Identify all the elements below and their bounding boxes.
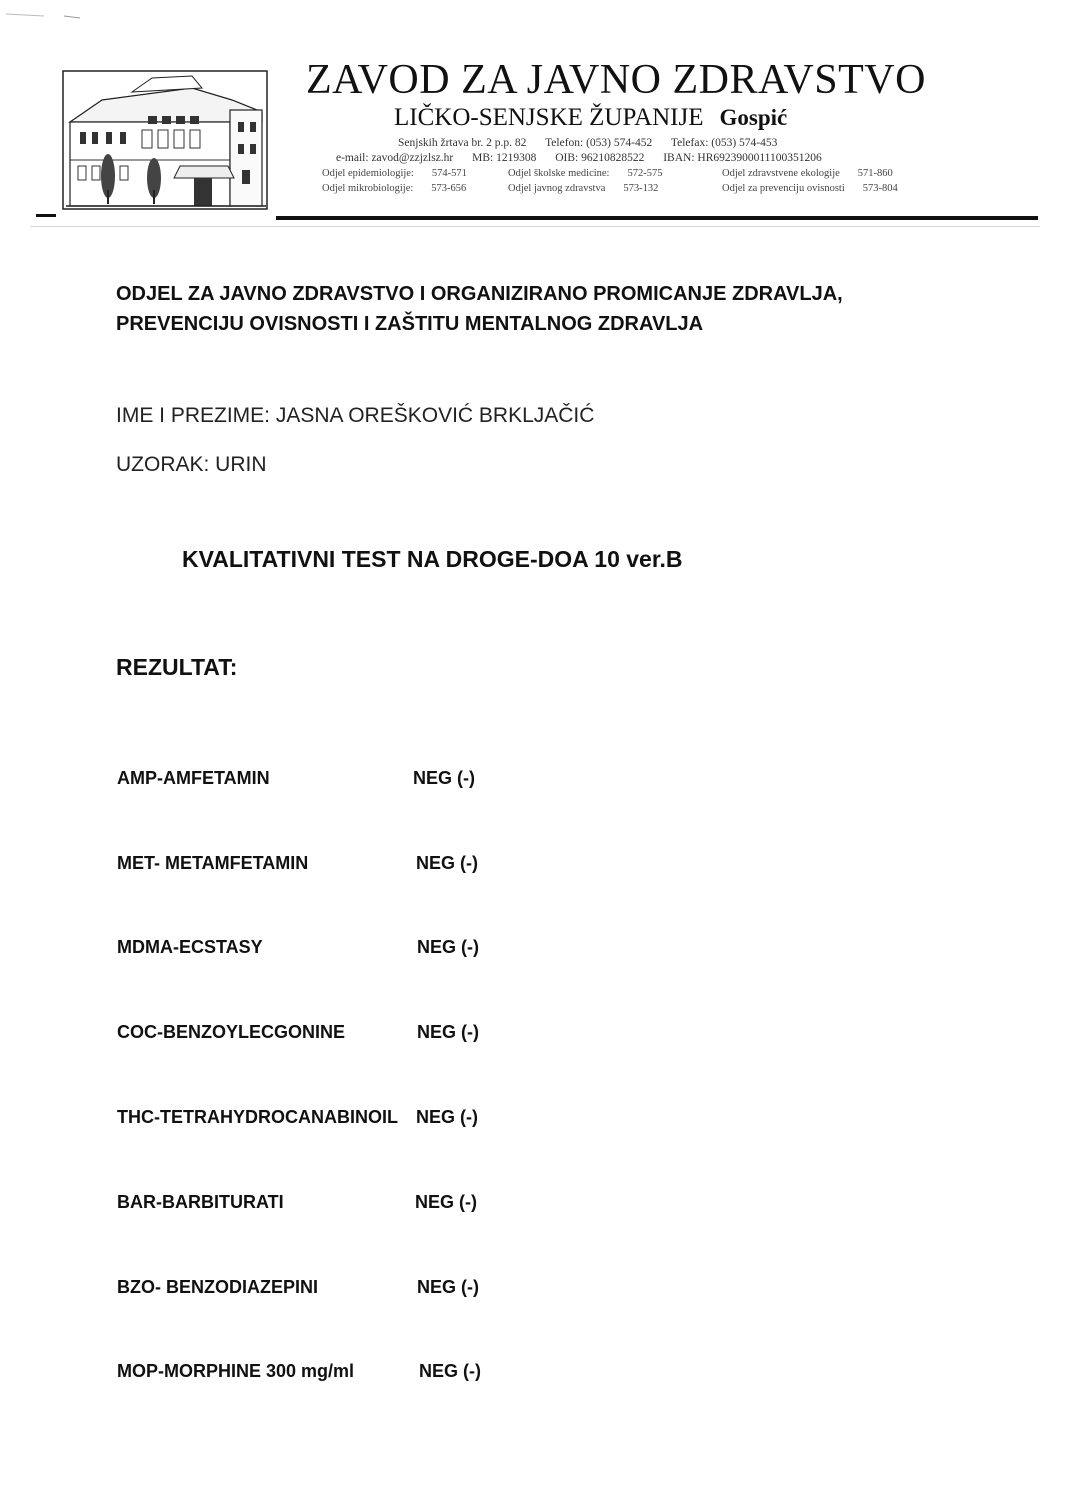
substance-name: BZO- BENZODIAZEPINI — [117, 1277, 318, 1297]
department-name: Odjel epidemiologije: — [322, 168, 414, 179]
city-name: Gospić — [719, 105, 788, 130]
result-value: NEG (-) — [417, 1277, 479, 1297]
result-row — [117, 768, 617, 794]
result-value: NEG (-) — [416, 853, 478, 873]
scan-artifact — [4, 4, 84, 22]
department-phone: 572-575 — [627, 168, 663, 179]
patient-name: IME I PREZIME: JASNA OREŠKOVIĆ BRKLJAČIĆ — [116, 404, 595, 427]
contact-line-2 — [336, 152, 838, 164]
header-rule — [276, 216, 1038, 220]
header-rule-faint — [30, 226, 1040, 227]
department-name: Odjel mikrobiologije: — [322, 183, 414, 194]
address: Senjskih žrtava br. 2 p.p. 82 — [398, 137, 527, 149]
oib-number: OIB: 96210828522 — [555, 152, 645, 164]
email: e-mail: zavod@zzjzlsz.hr — [336, 152, 454, 164]
result-value: NEG (-) — [413, 768, 475, 788]
mb-number: MB: 1219308 — [472, 152, 537, 164]
substance-name: COC-BENZOYLECGONINE — [117, 1022, 346, 1042]
department-title-line-2: PREVENCIJU OVISNOSTI I ZAŠTITU MENTALNOG ZDRAVLJA — [116, 313, 704, 335]
department-contact — [508, 183, 658, 194]
test-title: KVALITATIVNI TEST NA DROGE-DOA 10 ver.B — [182, 546, 683, 572]
result-value: NEG (-) — [417, 937, 479, 957]
fax: Telefax: (053) 574-453 — [670, 137, 778, 149]
header-rule-left — [36, 214, 56, 217]
result-row — [117, 1022, 617, 1048]
result-row — [117, 853, 617, 879]
department-title — [116, 279, 996, 339]
department-name: Odjel školske medicine: — [508, 168, 610, 179]
substance-name: MET- METAMFETAMIN — [117, 853, 309, 873]
institution-title: ZAVOD ZA JAVNO ZDRAVSTVO — [306, 57, 926, 103]
result-value: NEG (-) — [416, 1107, 478, 1127]
result-row — [117, 1107, 617, 1133]
department-contact — [508, 168, 662, 179]
sample-type: UZORAK: URIN — [116, 453, 267, 476]
result-row — [117, 1361, 617, 1387]
department-phone: 573-804 — [862, 183, 898, 194]
county-subtitle — [394, 104, 787, 132]
department-contact — [722, 183, 898, 194]
department-contact — [322, 168, 467, 179]
result-value: NEG (-) — [419, 1361, 481, 1381]
county-name: LIČKO-SENJSKE ŽUPANIJE — [394, 104, 704, 131]
department-phone: 574-571 — [431, 168, 467, 179]
department-title-line-1: ODJEL ZA JAVNO ZDRAVSTVO I ORGANIZIRANO PROMICANJE ZDRAVLJA, — [116, 283, 843, 305]
result-row — [117, 1192, 617, 1218]
phone: Telefon: (053) 574-452 — [545, 137, 653, 149]
building-logo — [62, 70, 268, 210]
department-phone: 573-656 — [431, 183, 467, 194]
department-name: Odjel zdravstvene ekologije — [722, 168, 840, 179]
substance-name: MDMA-ECSTASY — [117, 937, 263, 957]
department-contact — [722, 168, 893, 179]
department-phone: 571-860 — [857, 168, 893, 179]
result-heading: REZULTAT: — [116, 654, 238, 680]
substance-name: BAR-BARBITURATI — [117, 1192, 284, 1212]
department-contact — [322, 183, 466, 194]
substance-name: MOP-MORPHINE 300 mg/ml — [117, 1361, 355, 1381]
result-value: NEG (-) — [415, 1192, 477, 1212]
result-row — [117, 1277, 617, 1303]
department-name: Odjel javnog zdravstva — [508, 183, 606, 194]
substance-name: AMP-AMFETAMIN — [117, 768, 270, 788]
department-phone: 573-132 — [623, 183, 659, 194]
result-row — [117, 937, 617, 963]
iban-number: IBAN: HR6923900011100351206 — [663, 152, 822, 164]
contact-line-1 — [398, 137, 793, 149]
substance-name: THC-TETRAHYDROCANABINOIL — [117, 1107, 398, 1127]
result-value: NEG (-) — [417, 1022, 479, 1042]
department-name: Odjel za prevenciju ovisnosti — [722, 183, 845, 194]
